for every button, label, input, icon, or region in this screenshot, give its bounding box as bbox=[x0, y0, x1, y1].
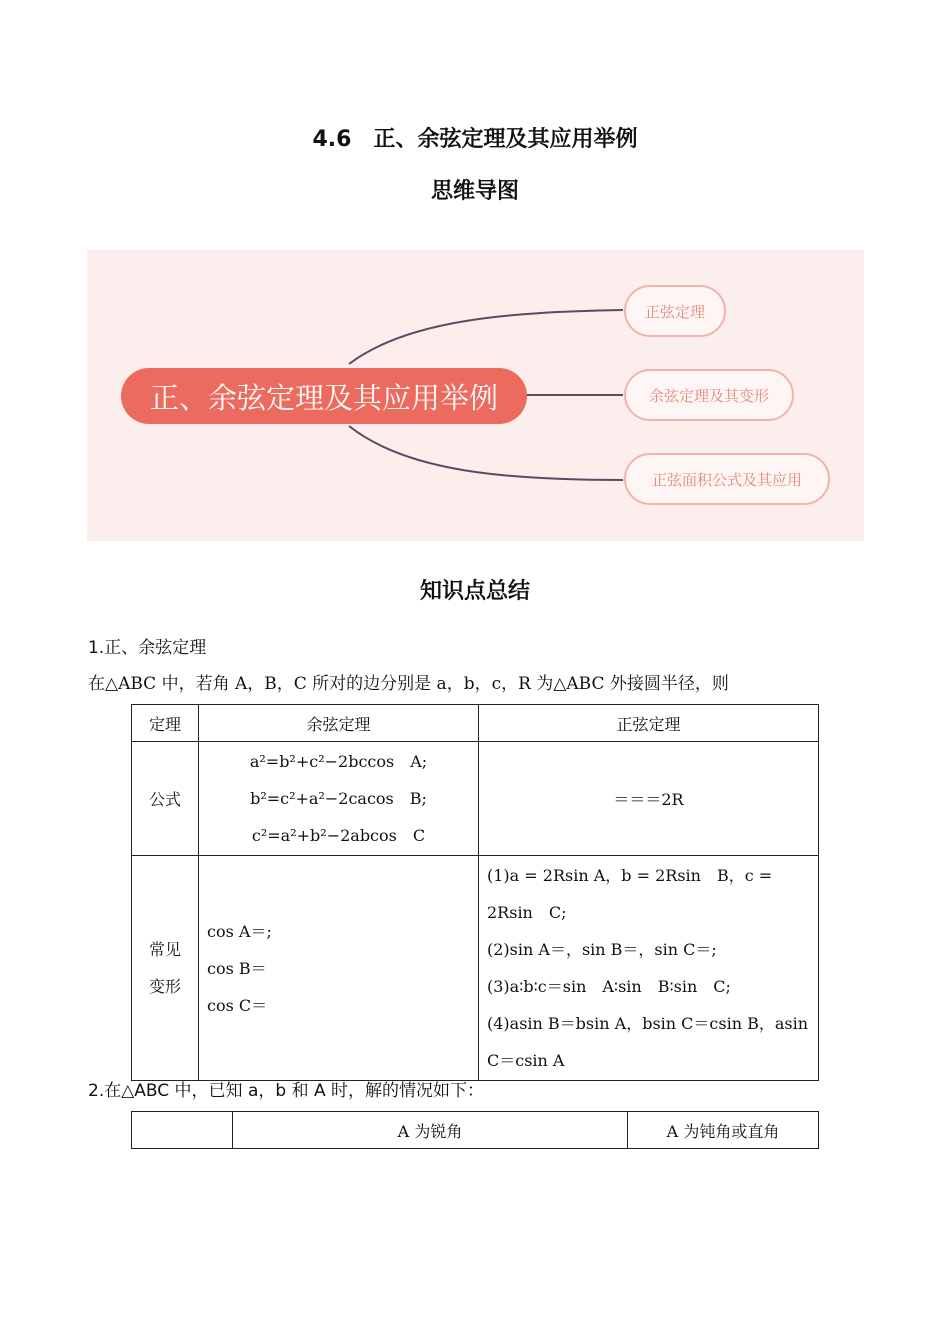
cosine-variant-line: cos C＝ bbox=[207, 995, 268, 1015]
row-label: 公式 bbox=[132, 742, 199, 856]
mindmap-branch-2-label: 余弦定理及其变形 bbox=[648, 387, 770, 405]
table-header-row bbox=[132, 705, 819, 742]
summary-heading: 知识点总结 bbox=[419, 579, 530, 604]
mindmap-root-label: 正、余弦定理及其应用举例 bbox=[149, 381, 499, 415]
row-label bbox=[132, 856, 199, 1081]
sine-variant-line: (4)asin B＝bsin A，bsin C＝csin B，asin C＝csin A bbox=[487, 1014, 809, 1070]
sine-variant-line: (2)sin A＝，sin B＝，sin C＝; bbox=[487, 940, 717, 959]
page-title: 4.6 正、余弦定理及其应用举例 bbox=[312, 127, 638, 152]
mind-map bbox=[87, 250, 864, 541]
sine-formula-cell: ＝＝＝2R bbox=[479, 742, 819, 856]
cosine-variant-line: cos A＝; bbox=[207, 921, 272, 941]
header-cell: 余弦定理 bbox=[199, 705, 479, 742]
cosine-formula-line: b²=c²+a²−2cacos B; bbox=[250, 789, 427, 808]
mindmap-heading: 思维导图 bbox=[430, 179, 519, 204]
section-2-heading: 2.在△ABC 中，已知 a，b 和 A 时，解的情况如下： bbox=[88, 1081, 485, 1101]
row-label-text: 常见变形 bbox=[148, 940, 181, 996]
mindmap-branch-1-label: 正弦定理 bbox=[644, 303, 706, 321]
header-cell: A 为锐角 bbox=[233, 1112, 628, 1149]
table-header-row bbox=[132, 1112, 819, 1149]
sine-variant-line: (1)a = 2Rsin A，b = 2Rsin B，c = 2Rsin C; bbox=[487, 866, 773, 922]
header-cell: 正弦定理 bbox=[479, 705, 819, 742]
table-row-variants bbox=[132, 856, 819, 1081]
header-cell: A 为钝角或直角 bbox=[628, 1112, 819, 1149]
header-cell bbox=[132, 1112, 233, 1149]
cosine-variant-line: cos B＝ bbox=[207, 958, 267, 978]
mindmap-branch-3-label: 正弦面积公式及其应用 bbox=[651, 471, 803, 489]
theorem-table bbox=[131, 704, 819, 1081]
section-1-heading: 1.正、余弦定理 bbox=[88, 638, 207, 658]
solution-cases-table bbox=[131, 1111, 819, 1149]
table-row-formula bbox=[132, 742, 819, 856]
header-cell: 定理 bbox=[132, 705, 199, 742]
section-1-intro: 在△ABC 中，若角 A，B，C 所对的边分别是 a，b，c，R 为△ABC 外接圆半径，则 bbox=[88, 674, 729, 694]
sine-variant-line: (3)a∶b∶c＝sin A∶sin B∶sin C; bbox=[487, 977, 731, 996]
cosine-formula-line: a²=b²+c²−2bccos A; bbox=[249, 752, 428, 771]
cosine-formula-line: c²=a²+b²−2abcos C bbox=[251, 826, 426, 845]
sine-variants-cell bbox=[479, 856, 819, 1081]
cosine-variants-cell bbox=[199, 856, 479, 1081]
cosine-formula-cell bbox=[199, 742, 479, 856]
